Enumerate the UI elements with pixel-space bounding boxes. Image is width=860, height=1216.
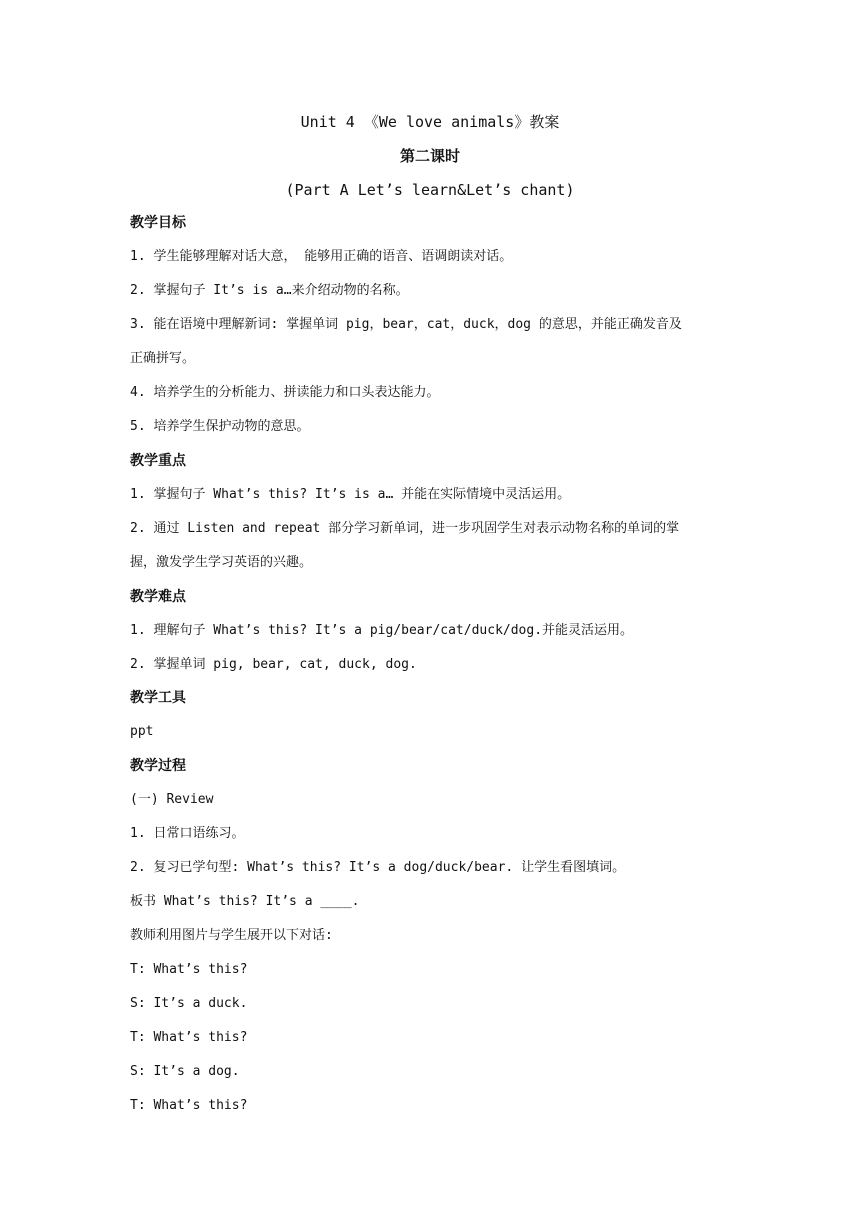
dialogue-line: S: It’s a dog. (130, 1064, 240, 1079)
document-title: Unit 4 《We love animals》教案 (300, 113, 560, 131)
goal-line: 2. 掌握句子 It’s is a…来介绍动物的名称。 (130, 283, 409, 298)
process-line: 教师利用图片与学生展开以下对话: (130, 928, 333, 943)
goal-line: 正确拼写。 (130, 351, 196, 366)
section-heading-goals: 教学目标 (130, 215, 186, 231)
difficulty-line: 1. 理解句子 What’s this? It’s a pig/bear/cat/duck/dog.并能灵活运用。 (130, 623, 634, 638)
tools-line: ppt (130, 724, 154, 739)
key-line: 2. 通过 Listen and repeat 部分学习新单词，进一步巩固学生对表示动物名称的单词的掌 (130, 521, 680, 536)
process-line: 板书 What’s this? It’s a ____. (130, 894, 360, 909)
goal-line: 3. 能在语境中理解新词: 掌握单词 pig，bear，cat，duck，dog 的意思，并能正确发音及 (130, 317, 682, 332)
goal-line: 5. 培养学生保护动物的意思。 (130, 419, 310, 434)
dialogue-line: T: What’s this? (130, 962, 248, 977)
goal-line: 4. 培养学生的分析能力、拼读能力和口头表达能力。 (130, 385, 440, 400)
dialogue-line: T: What’s this? (130, 1098, 248, 1113)
process-line: 1. 日常口语练习。 (130, 826, 245, 841)
lesson-part: (Part A Let’s learn&Let’s chant) (285, 181, 575, 199)
section-heading-key: 教学重点 (130, 453, 186, 469)
lesson-number: 第二课时 (399, 147, 460, 165)
section-heading-process: 教学过程 (130, 758, 186, 774)
dialogue-line: T: What’s this? (130, 1030, 248, 1045)
difficulty-line: 2. 掌握单词 pig, bear, cat, duck, dog. (130, 657, 417, 672)
dialogue-line: S: It’s a duck. (130, 996, 248, 1011)
section-heading-difficulty: 教学难点 (130, 589, 186, 605)
goal-line: 1. 学生能够理解对话大意， 能够用正确的语音、语调朗读对话。 (130, 249, 513, 264)
key-line: 1. 掌握句子 What’s this? It’s is a… 并能在实际情境中灵活运用。 (130, 487, 571, 502)
section-heading-tools: 教学工具 (130, 690, 186, 706)
process-line: (一) Review (130, 792, 214, 807)
process-line: 2. 复习已学句型: What’s this? It’s a dog/duck/bear. 让学生看图填词。 (130, 860, 626, 875)
key-line: 握，激发学生学习英语的兴趣。 (130, 555, 313, 570)
